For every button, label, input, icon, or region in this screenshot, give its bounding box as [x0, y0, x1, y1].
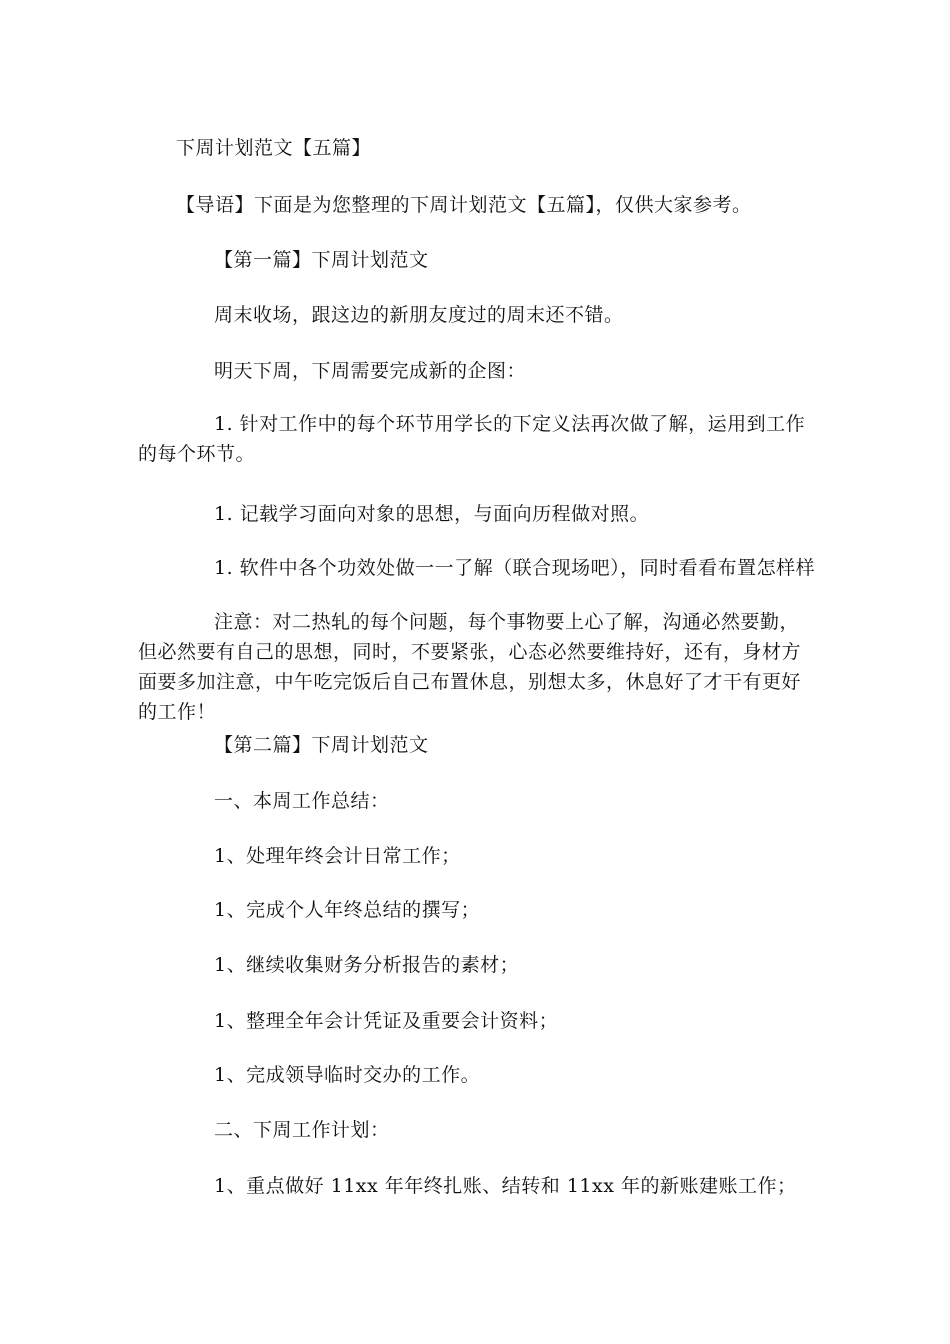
paragraph: 1. 记载学习面向对象的思想，与面向历程做对照。 [214, 503, 650, 525]
paragraph: 一、本周工作总结： [214, 790, 390, 812]
paragraph: 注意：对二热轧的每个问题，每个事物要上心了解，沟通必然要勤，但必然要有自己的思想，同时，不要紧张，心态必然要维持好，还有，身材方面要多加注意，中午吃完饭后自己布置休息，别想太多，休息好了才干有更好的工作！ [138, 611, 802, 723]
paragraph: 明天下周，下周需要完成新的企图： [214, 360, 527, 382]
paragraph: 1. 针对工作中的每个环节用学长的下定义法再次做了解，运用到工作的每个环节。 [138, 413, 806, 465]
list-item: 1、重点做好 11xx 年年终扎账、结转和 11xx 年的新账建账工作； [214, 1175, 797, 1197]
list-item: 1、完成领导临时交办的工作。 [214, 1064, 481, 1086]
list-item: 1、整理全年会计凭证及重要会计资料； [214, 1010, 559, 1032]
paragraph: 1. 软件中各个功效处做一一了解（联合现场吧），同时看看布置怎样样 [214, 557, 816, 579]
list-item: 1、完成个人年终总结的撰写； [214, 899, 481, 921]
intro-paragraph: 【导语】下面是为您整理的下周计划范文【五篇】，仅供大家参考。 [176, 194, 752, 216]
section-heading-2: 【第二篇】下周计划范文 [214, 734, 429, 756]
section-heading-1: 【第一篇】下周计划范文 [214, 249, 429, 271]
list-item: 1、处理年终会计日常工作； [214, 845, 461, 867]
list-item: 1、继续收集财务分析报告的素材； [214, 954, 520, 976]
paragraph: 二、下周工作计划： [214, 1119, 390, 1141]
paragraph: 周末收场，跟这边的新朋友度过的周末还不错。 [214, 304, 624, 326]
document-title: 下周计划范文【五篇】 [176, 137, 372, 159]
